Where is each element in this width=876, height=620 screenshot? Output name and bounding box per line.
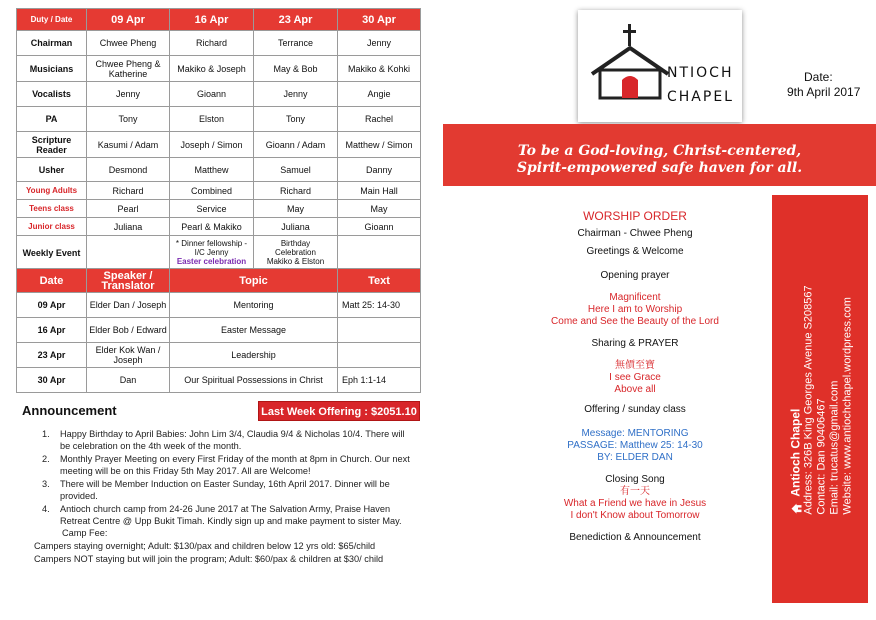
contact-website: Website: www.antiochchapel.wordpress.com (841, 297, 854, 515)
table-row (17, 368, 421, 393)
order-item: Offering / sunday class (584, 404, 686, 415)
list-item (26, 428, 410, 452)
event-text: Celebration (275, 248, 316, 257)
song-item: 有一天 (620, 486, 650, 497)
logo-word-chapel: CHAPEL (667, 89, 734, 105)
duty-date-header: 09 Apr (87, 9, 170, 31)
contact-address: Address: 326B King Georges Avenue S208567 (802, 285, 815, 515)
item-text: There will be Member Induction on Easter Sunday, 16th April 2017. Dinner will be provided. (60, 479, 390, 501)
logo-card (578, 10, 742, 122)
table-row (17, 31, 421, 56)
announcement-list (26, 428, 410, 566)
table-row (17, 82, 421, 107)
schedule-topic: Easter Message (170, 318, 338, 343)
weekly-event-cell (170, 236, 254, 270)
duty-cell: Jenny (338, 31, 421, 56)
duty-date-header: 16 Apr (170, 9, 254, 31)
order-item: Greetings & Welcome (586, 246, 684, 257)
order-item: Closing Song (605, 474, 665, 485)
song-item: What a Friend we have in Jesus (563, 498, 707, 509)
duty-cell: Terrance (254, 31, 338, 56)
schedule-speaker: Elder Kok Wan / Joseph (87, 343, 170, 368)
duty-cell: Samuel (254, 158, 338, 182)
schedule-date: 23 Apr (17, 343, 87, 368)
duty-cell: Rachel (338, 107, 421, 132)
camp-fee-line: Campers NOT staying but will join the program; Adult: $60/pax & children at $30/ child (34, 554, 384, 564)
duty-cell (338, 236, 421, 270)
duty-role-cell: Weekly Event (17, 236, 87, 270)
table-row (17, 293, 421, 318)
duty-cell: Tony (254, 107, 338, 132)
schedule-date: 16 Apr (17, 318, 87, 343)
duty-role-cell: Teens class (17, 200, 87, 218)
duty-date-header: 30 Apr (338, 9, 421, 31)
schedule-topic: Our Spiritual Possessions in Christ (170, 368, 338, 393)
weekly-event-cell (254, 236, 338, 270)
order-item: Opening prayer (600, 270, 670, 281)
schedule-topic: Mentoring (170, 293, 338, 318)
contact-email: Email: trucatus@gmail.com (828, 380, 841, 515)
duty-corner-header: Duty / Date (17, 9, 87, 31)
duty-cell: May (254, 200, 338, 218)
list-item (26, 503, 410, 539)
message-item: Message: MENTORING (581, 428, 689, 439)
schedule-header: Text (338, 269, 421, 293)
table-row (17, 107, 421, 132)
list-item (26, 453, 410, 477)
duty-cell: Richard (254, 182, 338, 200)
duty-cell: Gioann / Adam (254, 132, 338, 158)
duty-role-cell: Usher (17, 158, 87, 182)
order-item: Sharing & PRAYER (591, 338, 679, 349)
duty-cell: Elston (170, 107, 254, 132)
duty-cell: Jenny (87, 82, 170, 107)
duty-cell: Joseph / Simon (170, 132, 254, 158)
schedule-header: Speaker / Translator (87, 269, 170, 293)
table-row (17, 56, 421, 82)
duty-cell: Richard (170, 31, 254, 56)
item-text: Monthly Prayer Meeting on every First Friday of the month at 8pm in Church. Our next meeting will be on this Friday 5th May 2017. All are Welcome! (60, 454, 410, 476)
table-row (17, 200, 421, 218)
mission-line: To be a God-loving, Christ-centered, (517, 143, 802, 159)
table-row (17, 132, 421, 158)
duty-cell: Juliana (87, 218, 170, 236)
logo-word-antioch: NTIOCH (667, 65, 734, 81)
duty-cell: Main Hall (338, 182, 421, 200)
contact-block (790, 285, 855, 514)
announcement-title: Announcement (22, 403, 117, 418)
duty-cell: Richard (87, 182, 170, 200)
duty-role-cell: PA (17, 107, 87, 132)
duty-cell: Pearl (87, 200, 170, 218)
table-row (17, 218, 421, 236)
duty-cell: Danny (338, 158, 421, 182)
duty-cell: Makiko & Joseph (170, 56, 254, 82)
duty-cell: Matthew (170, 158, 254, 182)
song-item: 無價至寶 (615, 360, 655, 371)
schedule-speaker: Elder Bob / Edward (87, 318, 170, 343)
duty-role-cell: Junior class (17, 218, 87, 236)
duty-cell: Combined (170, 182, 254, 200)
song-item: Come and See the Beauty of the Lord (551, 316, 719, 327)
duty-cell: Kasumi / Adam (87, 132, 170, 158)
event-text: * Dinner fellowship - (175, 239, 248, 248)
list-item (26, 478, 410, 502)
schedule-text: Eph 1:1-14 (338, 368, 421, 393)
schedule-topic: Leadership (170, 343, 338, 368)
duty-cell: Juliana (254, 218, 338, 236)
order-item: Benediction & Announcement (569, 532, 701, 543)
event-text: Makiko & Elston (266, 257, 325, 266)
duty-cell: May & Bob (254, 56, 338, 82)
schedule-text (338, 318, 421, 343)
schedule-text (338, 343, 421, 368)
schedule-header-row (17, 269, 421, 293)
schedule-speaker: Dan (87, 368, 170, 393)
duty-role-cell: Scripture Reader (17, 132, 87, 158)
camp-fee-title: Camp Fee: (62, 528, 108, 538)
worship-order (508, 210, 762, 544)
speaker-schedule-table (16, 268, 421, 393)
duty-cell: Service (170, 200, 254, 218)
worship-order-title: WORSHIP ORDER (583, 209, 687, 223)
song-item: Here I am to Worship (587, 304, 683, 315)
date-value: 9th April 2017 (787, 85, 861, 99)
song-item: Magnificent (609, 292, 661, 303)
table-row (17, 182, 421, 200)
contact-name-row (790, 285, 803, 514)
duty-role-cell: Vocalists (17, 82, 87, 107)
table-row (17, 236, 421, 270)
date-label: Date: (804, 70, 833, 84)
duty-role-cell: Chairman (17, 31, 87, 56)
camp-fee-line: Campers staying overnight; Adult: $130/pax and children below 12 yrs old: $65/child (34, 541, 376, 551)
mission-banner (443, 124, 876, 186)
table-row (17, 343, 421, 368)
duty-cell: Chwee Pheng & Katherine (87, 56, 170, 82)
duty-cell: Desmond (87, 158, 170, 182)
duty-cell: May (338, 200, 421, 218)
duty-cell: Gioann (338, 218, 421, 236)
mission-line: Spirit-empowered safe haven for all. (516, 160, 803, 176)
duty-roster-table (16, 8, 421, 270)
schedule-date: 30 Apr (17, 368, 87, 393)
event-text: Birthday (280, 239, 311, 248)
duty-cell: Matthew / Simon (338, 132, 421, 158)
duty-header-row (17, 9, 421, 31)
item-number: 1. (42, 429, 50, 439)
schedule-header: Topic (170, 269, 338, 293)
duty-date-header: 23 Apr (254, 9, 338, 31)
schedule-date: 09 Apr (17, 293, 87, 318)
table-row (17, 158, 421, 182)
schedule-text: Matt 25: 14-30 (338, 293, 421, 318)
duty-cell: Jenny (254, 82, 338, 107)
table-row (17, 318, 421, 343)
chapel-logo-icon (590, 24, 674, 104)
item-number: 4. (42, 504, 50, 514)
order-item: Chairman - Chwee Pheng (577, 228, 693, 239)
duty-cell: Pearl & Makiko (170, 218, 254, 236)
event-text: I/C Jenny (194, 248, 229, 257)
contact-phone: Contact: Dan 90406467 (815, 398, 828, 515)
item-text: Antioch church camp from 24-26 June 2017 at The Salvation Army, Praise Haven Retreat Centre @ Upp Bukit Timah. Kindly sign up and make payment to sister May. (60, 504, 402, 526)
contact-name: Antioch Chapel (788, 408, 803, 497)
duty-cell: Makiko & Kohki (338, 56, 421, 82)
duty-cell: Tony (87, 107, 170, 132)
song-item: I don't Know about Tomorrow (570, 510, 700, 521)
duty-cell: Gioann (170, 82, 254, 107)
item-number: 2. (42, 454, 50, 464)
schedule-speaker: Elder Dan / Joseph (87, 293, 170, 318)
schedule-header: Date (17, 269, 87, 293)
duty-role-cell: Young Adults (17, 182, 87, 200)
song-item: Above all (614, 384, 656, 395)
event-highlight: Easter celebration (176, 257, 247, 266)
duty-cell (87, 236, 170, 270)
house-icon (790, 503, 802, 515)
message-item: PASSAGE: Matthew 25: 14-30 (567, 440, 703, 451)
duty-cell: Angie (338, 82, 421, 107)
duty-cell: Chwee Pheng (87, 31, 170, 56)
item-number: 3. (42, 479, 50, 489)
offering-badge: Last Week Offering : $2051.10 (258, 401, 420, 421)
song-item: I see Grace (609, 372, 661, 383)
duty-role-cell: Musicians (17, 56, 87, 82)
message-item: BY: ELDER DAN (597, 452, 673, 463)
item-text: Happy Birthday to April Babies: John Lim 3/4, Claudia 9/4 & Nicholas 10/4. There will be celebration on the 4th week of the month. (60, 429, 405, 451)
